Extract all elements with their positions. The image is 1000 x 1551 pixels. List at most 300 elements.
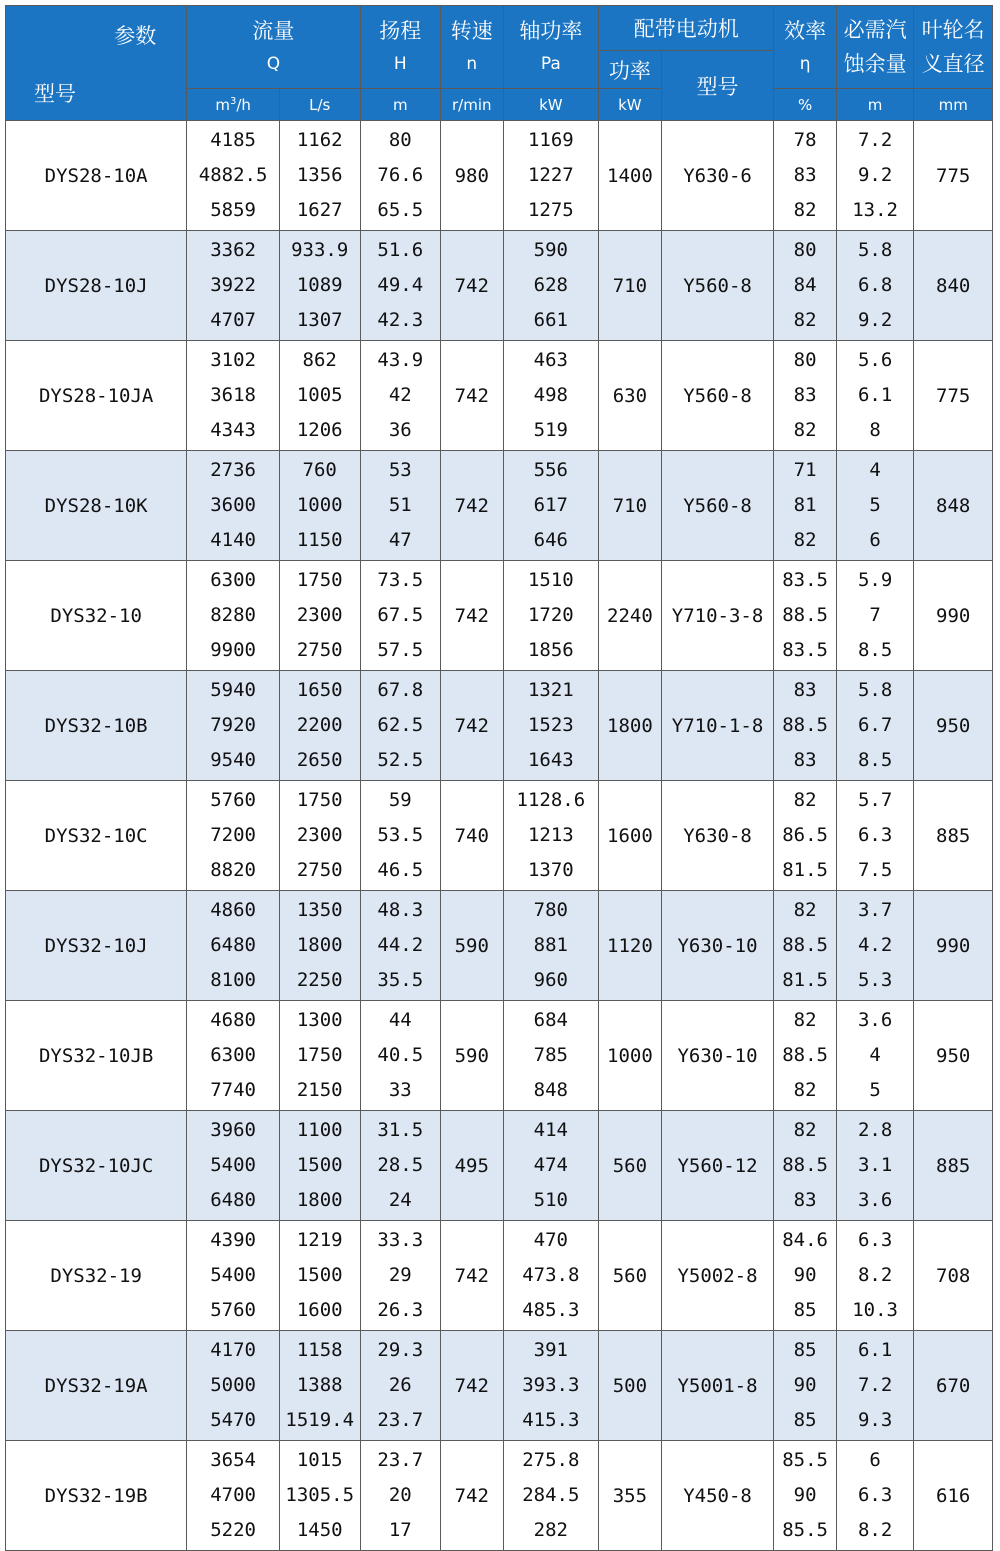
motor-power-cell: 710 <box>599 231 661 341</box>
impeller-cell: 775 <box>914 121 993 231</box>
impeller-cell: 616 <box>914 1441 993 1551</box>
motor-model-cell: Y710-1-8 <box>661 671 774 781</box>
shaft-power-cell-value: 470 <box>533 1229 568 1251</box>
flow-ls-cell-value: 1350 <box>296 899 343 921</box>
flow-ls-cell <box>279 561 360 671</box>
efficiency-header <box>774 6 836 89</box>
motor-power-cell: 1120 <box>599 891 661 1001</box>
motor-header: 配带电动机 <box>599 6 774 51</box>
flow-header <box>187 6 360 89</box>
flow-ls-cell-value: 1750 <box>296 789 343 811</box>
flow-m3h-cell-value: 3922 <box>210 274 256 296</box>
head-cell-value: 26 <box>388 1374 412 1396</box>
npsh-cell-value: 6.3 <box>857 1229 893 1251</box>
head-cell <box>360 1441 441 1551</box>
flow-ls-cell-value: 1005 <box>296 384 343 406</box>
motor-model-cell: Y630-8 <box>661 781 774 891</box>
flow-ls-cell-value: 1307 <box>296 309 343 331</box>
impeller-cell: 885 <box>914 1111 993 1221</box>
head-cell-value: 17 <box>388 1519 412 1541</box>
head-cell-value: 31.5 <box>377 1119 424 1141</box>
shaft-power-cell-value: 284.5 <box>522 1484 580 1506</box>
flow-ls-cell-value: 1500 <box>296 1264 343 1286</box>
efficiency-cell-value: 88.5 <box>782 1044 828 1066</box>
efficiency-cell-value: 85.5 <box>782 1519 828 1541</box>
speed-cell: 742 <box>441 1441 503 1551</box>
flow-m3h-cell <box>187 121 280 231</box>
efficiency-cell-value: 82 <box>793 1119 817 1141</box>
shaft-power-header <box>503 6 599 89</box>
table-body <box>6 121 993 1551</box>
shaft-power-cell <box>503 781 599 891</box>
flow-m3h-cell-value: 4140 <box>210 529 256 551</box>
flow-ls-cell-value: 1519.4 <box>285 1409 355 1431</box>
flow-m3h-cell <box>187 451 280 561</box>
head-cell-value: 46.5 <box>377 859 424 881</box>
npsh-cell-value: 3.1 <box>857 1154 893 1176</box>
npsh-cell-value: 6 <box>869 529 881 551</box>
npsh-cell-value: 10.3 <box>852 1299 898 1321</box>
flow-m3h-cell-value: 6480 <box>210 934 256 956</box>
impeller-cell: 775 <box>914 341 993 451</box>
speed-cell: 495 <box>441 1111 503 1221</box>
npsh-cell-value: 3.6 <box>857 1189 893 1211</box>
flow-m3h-cell-value: 3362 <box>210 239 256 261</box>
model-label: 型号 <box>34 82 76 106</box>
efficiency-cell-value: 82 <box>793 309 817 331</box>
motor-power-cell: 1000 <box>599 1001 661 1111</box>
efficiency-symbol: η <box>799 54 811 74</box>
unit-speed: r/min <box>441 89 503 121</box>
head-cell-value: 51.6 <box>377 239 424 261</box>
flow-ls-cell-value: 1206 <box>296 419 343 441</box>
efficiency-cell <box>774 1331 836 1441</box>
npsh-cell-value: 6.1 <box>857 384 893 406</box>
flow-m3h-cell-value: 5859 <box>210 199 256 221</box>
flow-ls-cell <box>279 1331 360 1441</box>
head-cell-value: 35.5 <box>377 969 424 991</box>
flow-m3h-cell <box>187 1111 280 1221</box>
flow-m3h-cell-value: 6300 <box>210 569 256 591</box>
shaft-power-cell <box>503 231 599 341</box>
flow-ls-cell-value: 1300 <box>296 1009 343 1031</box>
efficiency-title: 效率 <box>784 19 827 43</box>
flow-m3h-cell <box>187 341 280 451</box>
efficiency-cell <box>774 781 836 891</box>
speed-header <box>441 6 503 89</box>
npsh-cell-value: 5.9 <box>857 569 893 591</box>
flow-ls-cell-value: 2750 <box>296 639 343 661</box>
head-cell-value: 76.6 <box>377 164 424 186</box>
npsh-cell-value: 4 <box>869 1044 881 1066</box>
flow-m3h-cell-value: 8820 <box>210 859 256 881</box>
flow-m3h-cell-value: 6300 <box>210 1044 256 1066</box>
efficiency-cell-value: 81.5 <box>782 859 828 881</box>
head-header <box>360 6 441 89</box>
unit-flow-ls: L/s <box>279 89 360 121</box>
head-cell-value: 51 <box>388 494 412 516</box>
shaft-power-cell-value: 282 <box>533 1519 568 1541</box>
shaft-power-cell-value: 510 <box>533 1189 568 1211</box>
npsh-cell <box>836 891 914 1001</box>
flow-m3h-cell-value: 5760 <box>210 1299 256 1321</box>
npsh-cell-value: 6.1 <box>857 1339 893 1361</box>
efficiency-cell <box>774 671 836 781</box>
npsh-cell <box>836 781 914 891</box>
head-cell-value: 53.5 <box>377 824 424 846</box>
impeller-header <box>914 6 993 89</box>
head-cell-value: 62.5 <box>377 714 424 736</box>
speed-cell: 980 <box>441 121 503 231</box>
flow-title: 流量 <box>252 19 295 43</box>
efficiency-cell-value: 80 <box>793 349 817 371</box>
efficiency-cell-value: 88.5 <box>782 934 828 956</box>
model-cell: DYS32-10C <box>6 781 187 891</box>
efficiency-cell-value: 83 <box>793 1189 817 1211</box>
efficiency-cell-value: 82 <box>793 199 817 221</box>
shaft-power-cell-value: 1720 <box>527 604 574 626</box>
model-cell: DYS28-10JA <box>6 341 187 451</box>
npsh-cell-value: 6.3 <box>857 1484 893 1506</box>
head-cell-value: 29.3 <box>377 1339 424 1361</box>
efficiency-cell <box>774 341 836 451</box>
npsh-cell-value: 4 <box>869 459 881 481</box>
efficiency-cell-value: 83.5 <box>782 569 828 591</box>
model-cell: DYS32-19 <box>6 1221 187 1331</box>
flow-m3h-cell-value: 4343 <box>210 419 256 441</box>
motor-model-cell: Y630-10 <box>661 891 774 1001</box>
efficiency-cell <box>774 121 836 231</box>
flow-ls-cell-value: 1015 <box>296 1449 343 1471</box>
head-cell-value: 29 <box>388 1264 412 1286</box>
shaft-power-cell-value: 1213 <box>527 824 574 846</box>
model-cell: DYS32-10 <box>6 561 187 671</box>
motor-power-cell: 355 <box>599 1441 661 1551</box>
npsh-cell-value: 3.6 <box>857 1009 893 1031</box>
npsh-cell-value: 6.7 <box>857 714 893 736</box>
shaft-power-cell <box>503 1111 599 1221</box>
flow-ls-cell <box>279 1441 360 1551</box>
flow-m3h-cell-value: 5470 <box>210 1409 256 1431</box>
efficiency-cell-value: 82 <box>793 899 817 921</box>
head-cell <box>360 121 441 231</box>
flow-ls-cell <box>279 1221 360 1331</box>
efficiency-cell-value: 83 <box>793 164 817 186</box>
motor-model-cell: Y560-8 <box>661 231 774 341</box>
head-cell-value: 57.5 <box>377 639 424 661</box>
efficiency-cell-value: 80 <box>793 239 817 261</box>
motor-power-cell: 1600 <box>599 781 661 891</box>
flow-m3h-cell-value: 2736 <box>210 459 256 481</box>
efficiency-cell <box>774 561 836 671</box>
head-cell-value: 53 <box>388 459 412 481</box>
npsh-cell-value: 6.8 <box>857 274 893 296</box>
npsh-cell-value: 9.2 <box>857 309 893 331</box>
npsh-cell-value: 5.8 <box>857 239 893 261</box>
speed-cell: 742 <box>441 1221 503 1331</box>
head-cell-value: 23.7 <box>377 1449 424 1471</box>
table-row <box>6 451 993 561</box>
shaft-power-cell <box>503 341 599 451</box>
unit-npsh: m <box>836 89 914 121</box>
shaft-power-cell-value: 848 <box>533 1079 568 1101</box>
npsh-cell <box>836 1331 914 1441</box>
efficiency-cell-value: 85 <box>793 1409 817 1431</box>
shaft-power-title: 轴功率 <box>519 19 583 43</box>
shaft-power-cell <box>503 451 599 561</box>
flow-ls-cell <box>279 671 360 781</box>
flow-m3h-cell-value: 3102 <box>210 349 256 371</box>
flow-ls-cell <box>279 231 360 341</box>
npsh-cell-value: 8.5 <box>857 639 893 661</box>
flow-m3h-cell-value: 4700 <box>210 1484 256 1506</box>
npsh-header <box>836 6 914 89</box>
motor-model-cell: Y450-8 <box>661 1441 774 1551</box>
shaft-power-cell-value: 590 <box>533 239 568 261</box>
npsh-cell-value: 7.2 <box>857 129 893 151</box>
flow-m3h-cell-value: 7740 <box>210 1079 256 1101</box>
efficiency-cell-value: 83 <box>793 679 817 701</box>
head-cell-value: 43.9 <box>377 349 424 371</box>
impeller-cell: 950 <box>914 671 993 781</box>
motor-power-cell: 2240 <box>599 561 661 671</box>
table-row <box>6 1221 993 1331</box>
flow-ls-cell-value: 2300 <box>296 824 343 846</box>
flow-ls-cell-value: 1750 <box>296 1044 343 1066</box>
head-cell-value: 44 <box>388 1009 412 1031</box>
flow-ls-cell-value: 1750 <box>296 569 343 591</box>
shaft-power-cell-value: 275.8 <box>522 1449 580 1471</box>
shaft-power-cell-value: 519 <box>533 419 568 441</box>
shaft-power-cell-value: 415.3 <box>522 1409 580 1431</box>
npsh-cell-value: 8.5 <box>857 749 893 771</box>
shaft-power-cell <box>503 671 599 781</box>
model-cell: DYS28-10A <box>6 121 187 231</box>
flow-m3h-cell-value: 5940 <box>210 679 256 701</box>
npsh-cell-value: 9.2 <box>857 164 893 186</box>
flow-ls-cell-value: 1150 <box>296 529 343 551</box>
model-cell: DYS32-10JC <box>6 1111 187 1221</box>
flow-m3h-cell-value: 3618 <box>210 384 256 406</box>
shaft-power-cell-value: 960 <box>533 969 568 991</box>
shaft-power-cell-value: 498 <box>533 384 568 406</box>
flow-ls-cell-value: 1800 <box>296 934 343 956</box>
impeller-cell: 885 <box>914 781 993 891</box>
table-row <box>6 671 993 781</box>
impeller-cell: 990 <box>914 891 993 1001</box>
motor-model-cell: Y560-8 <box>661 451 774 561</box>
flow-m3h-cell-value: 5000 <box>210 1374 256 1396</box>
unit-head: m <box>360 89 441 121</box>
speed-cell: 742 <box>441 451 503 561</box>
flow-m3h-cell-value: 3600 <box>210 494 256 516</box>
head-cell <box>360 1331 441 1441</box>
shaft-power-cell-value: 1321 <box>527 679 574 701</box>
shaft-power-cell-value: 684 <box>533 1009 568 1031</box>
model-cell: DYS32-10JB <box>6 1001 187 1111</box>
model-cell: DYS28-10J <box>6 231 187 341</box>
unit-motor-power: kW <box>599 89 661 121</box>
model-cell: DYS28-10K <box>6 451 187 561</box>
shaft-power-cell-value: 617 <box>533 494 568 516</box>
efficiency-cell-value: 81.5 <box>782 969 828 991</box>
model-cell: DYS32-19B <box>6 1441 187 1551</box>
flow-symbol: Q <box>266 54 281 74</box>
flow-ls-cell-value: 862 <box>302 349 337 371</box>
npsh-cell-value: 5.6 <box>857 349 893 371</box>
head-cell-value: 44.2 <box>377 934 424 956</box>
impeller-cell: 840 <box>914 231 993 341</box>
flow-m3h-cell <box>187 1331 280 1441</box>
head-cell <box>360 231 441 341</box>
motor-model-cell: Y630-10 <box>661 1001 774 1111</box>
flow-m3h-cell <box>187 1441 280 1551</box>
npsh-cell-value: 5 <box>869 1079 881 1101</box>
head-cell-value: 59 <box>388 789 412 811</box>
flow-m3h-cell <box>187 231 280 341</box>
npsh-cell-value: 13.2 <box>852 199 898 221</box>
flow-m3h-cell-value: 5760 <box>210 789 256 811</box>
unit-impeller: mm <box>914 89 993 121</box>
flow-ls-cell-value: 2200 <box>296 714 343 736</box>
flow-ls-cell-value: 2250 <box>296 969 343 991</box>
shaft-power-cell-value: 463 <box>533 349 568 371</box>
impeller-title-2: 义直径 <box>921 52 985 76</box>
shaft-power-cell-value: 414 <box>533 1119 568 1141</box>
npsh-cell <box>836 1001 914 1111</box>
efficiency-cell-value: 82 <box>793 419 817 441</box>
shaft-power-cell-value: 1275 <box>527 199 574 221</box>
table-row <box>6 891 993 1001</box>
flow-m3h-cell <box>187 781 280 891</box>
flow-m3h-cell <box>187 671 280 781</box>
head-cell <box>360 451 441 561</box>
unit-shaft-power: kW <box>503 89 599 121</box>
npsh-cell <box>836 1441 914 1551</box>
param-label: 参数 <box>114 24 157 48</box>
efficiency-cell-value: 84.6 <box>782 1229 828 1251</box>
flow-ls-cell-value: 1100 <box>296 1119 343 1141</box>
shaft-power-cell-value: 881 <box>533 934 568 956</box>
head-cell <box>360 1111 441 1221</box>
head-cell-value: 42.3 <box>377 309 424 331</box>
pump-spec-table <box>5 5 993 1551</box>
speed-cell: 590 <box>441 1001 503 1111</box>
npsh-title-1: 必需汽 <box>843 18 907 42</box>
impeller-cell: 708 <box>914 1221 993 1331</box>
flow-m3h-cell-value: 6480 <box>210 1189 256 1211</box>
impeller-cell: 670 <box>914 1331 993 1441</box>
npsh-cell-value: 8.2 <box>857 1519 893 1541</box>
flow-m3h-cell-value: 4882.5 <box>198 164 268 186</box>
flow-ls-cell-value: 2150 <box>296 1079 343 1101</box>
npsh-cell <box>836 121 914 231</box>
flow-ls-cell-value: 1356 <box>296 164 343 186</box>
flow-ls-cell-value: 1500 <box>296 1154 343 1176</box>
flow-m3h-cell-value: 9900 <box>210 639 256 661</box>
npsh-cell-value: 7.5 <box>857 859 893 881</box>
head-cell-value: 48.3 <box>377 899 424 921</box>
npsh-cell-value: 5.8 <box>857 679 893 701</box>
head-cell-value: 65.5 <box>377 199 424 221</box>
head-symbol: H <box>393 54 407 74</box>
table-row <box>6 561 993 671</box>
flow-m3h-cell-value: 5220 <box>210 1519 256 1541</box>
flow-ls-cell-value: 1089 <box>296 274 343 296</box>
shaft-power-cell-value: 473.8 <box>522 1264 580 1286</box>
head-cell-value: 42 <box>388 384 412 406</box>
efficiency-cell-value: 86.5 <box>782 824 828 846</box>
flow-m3h-cell <box>187 561 280 671</box>
npsh-cell-value: 6.3 <box>857 824 893 846</box>
efficiency-cell-value: 82 <box>793 1009 817 1031</box>
flow-m3h-cell-value: 4707 <box>210 309 256 331</box>
shaft-power-cell-value: 661 <box>533 309 568 331</box>
efficiency-cell-value: 85 <box>793 1299 817 1321</box>
flow-ls-cell-value: 1650 <box>296 679 343 701</box>
flow-m3h-cell <box>187 1221 280 1331</box>
head-cell-value: 52.5 <box>377 749 424 771</box>
motor-model-cell: Y5002-8 <box>661 1221 774 1331</box>
head-cell-value: 33.3 <box>377 1229 424 1251</box>
flow-ls-cell <box>279 1001 360 1111</box>
npsh-cell-value: 8 <box>869 419 881 441</box>
head-cell <box>360 781 441 891</box>
unit-flow-m3h: $m^3/h$ <box>187 89 280 121</box>
npsh-cell <box>836 561 914 671</box>
flow-m3h-cell-value: 8280 <box>210 604 256 626</box>
flow-m3h-cell-value: 4680 <box>210 1009 256 1031</box>
shaft-power-cell <box>503 891 599 1001</box>
efficiency-cell <box>774 1001 836 1111</box>
table-row <box>6 1111 993 1221</box>
shaft-power-cell <box>503 121 599 231</box>
efficiency-cell-value: 82 <box>793 529 817 551</box>
npsh-cell <box>836 671 914 781</box>
shaft-power-cell-value: 1128.6 <box>516 789 586 811</box>
flow-ls-cell-value: 1627 <box>296 199 343 221</box>
flow-ls-cell-value: 1800 <box>296 1189 343 1211</box>
head-cell-value: 33 <box>388 1079 412 1101</box>
head-cell-value: 67.5 <box>377 604 424 626</box>
flow-ls-cell-value: 1158 <box>296 1339 343 1361</box>
unit-efficiency: % <box>774 89 836 121</box>
flow-ls-cell-value: 2650 <box>296 749 343 771</box>
efficiency-cell-value: 90 <box>793 1374 817 1396</box>
shaft-power-symbol: Pa <box>540 54 561 74</box>
head-cell-value: 26.3 <box>377 1299 424 1321</box>
shaft-power-cell-value: 1169 <box>527 129 574 151</box>
head-cell-value: 73.5 <box>377 569 424 591</box>
npsh-cell <box>836 1221 914 1331</box>
efficiency-cell <box>774 1111 836 1221</box>
head-title: 扬程 <box>379 19 422 43</box>
head-cell <box>360 1221 441 1331</box>
head-cell-value: 80 <box>388 129 412 151</box>
npsh-cell <box>836 451 914 561</box>
flow-m3h-cell-value: 4185 <box>210 129 256 151</box>
head-cell <box>360 1001 441 1111</box>
shaft-power-cell <box>503 1331 599 1441</box>
efficiency-cell-value: 81 <box>793 494 817 516</box>
motor-power-cell: 500 <box>599 1331 661 1441</box>
motor-model-header: 型号 <box>661 51 774 121</box>
efficiency-cell-value: 71 <box>793 459 817 481</box>
speed-cell: 742 <box>441 671 503 781</box>
flow-m3h-cell <box>187 1001 280 1111</box>
flow-ls-cell-value: 1000 <box>296 494 343 516</box>
npsh-cell <box>836 231 914 341</box>
